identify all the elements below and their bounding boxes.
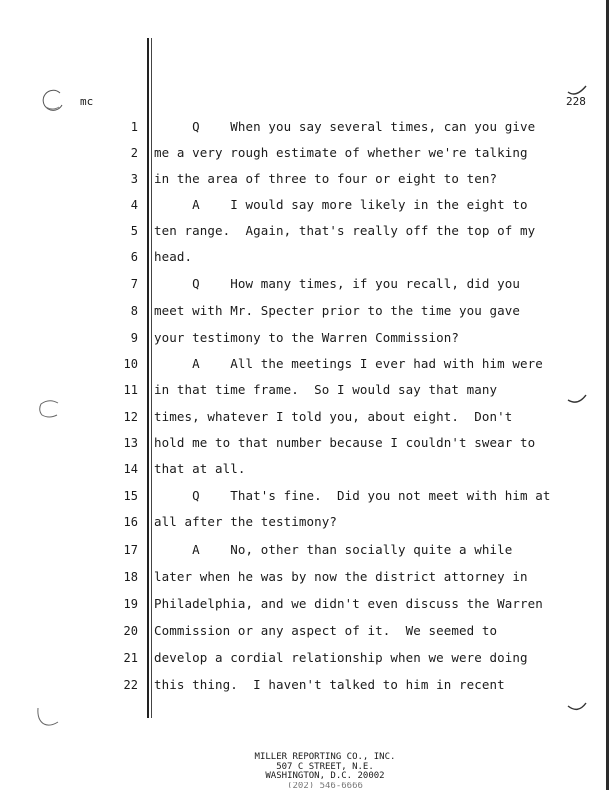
footer-street: 507 C STREET, N.E. xyxy=(276,761,374,772)
transcript-line: develop a cordial relationship when we were doing xyxy=(154,650,528,665)
line-number: 17 xyxy=(123,543,138,557)
binder-hole-middle xyxy=(36,398,64,420)
transcript-line: times, whatever I told you, about eight. Don't xyxy=(154,409,513,424)
transcript-line: later when he was by now the district attorney in xyxy=(154,569,528,584)
transcript-line: Q How many times, if you recall, did you xyxy=(154,276,521,291)
footer-phone: (202) 546-6666 xyxy=(287,781,363,788)
footer-company: MILLER REPORTING CO., INC. xyxy=(254,752,396,762)
transcript-line: this thing. I haven't talked to him in recent xyxy=(154,677,505,692)
transcript-line: ten range. Again, that's really off the top of my xyxy=(154,223,536,238)
transcript-line: your testimony to the Warren Commission? xyxy=(154,330,460,345)
transcript-line: Commission or any aspect of it. We seemed to xyxy=(154,623,498,638)
line-number: 14 xyxy=(123,462,138,476)
reporter-initials: mc xyxy=(80,95,94,108)
line-number: 6 xyxy=(130,250,138,264)
line-number: 3 xyxy=(130,172,138,186)
transcript-line: Q When you say several times, can you give xyxy=(154,119,536,134)
line-number: 1 xyxy=(130,120,138,134)
transcript-line: Q That's fine. Did you not meet with him at xyxy=(154,488,551,503)
line-number: 4 xyxy=(130,198,138,212)
page-number: 228 xyxy=(566,95,586,108)
transcript-line: me a very rough estimate of whether we're talking xyxy=(154,145,528,160)
page-edge-border xyxy=(606,0,609,790)
page-mark-right-bottom xyxy=(566,700,590,716)
line-number: 22 xyxy=(123,678,138,692)
binder-hole-bottom xyxy=(34,706,62,728)
footer-city: WASHINGTON, D.C. 20002 xyxy=(265,771,385,781)
line-number: 16 xyxy=(123,515,138,529)
transcript-line: hold me to that number because I couldn't swear to xyxy=(154,435,536,450)
page-mark-right-middle xyxy=(566,392,590,408)
left-margin-rule-inner xyxy=(151,38,152,718)
line-number: 19 xyxy=(123,597,138,611)
transcript-line: in the area of three to four or eight to ten? xyxy=(154,171,498,186)
transcript-line: all after the testimony? xyxy=(154,514,338,529)
line-number: 7 xyxy=(130,277,138,291)
line-number: 18 xyxy=(123,570,138,584)
line-number: 12 xyxy=(123,410,138,424)
left-margin-rule xyxy=(147,38,149,718)
line-number: 21 xyxy=(123,651,138,665)
transcript-line: A All the meetings I ever had with him were xyxy=(154,356,543,371)
line-number: 20 xyxy=(123,624,138,638)
line-number: 13 xyxy=(123,436,138,450)
transcript-line: that at all. xyxy=(154,461,246,476)
transcript-line: A I would say more likely in the eight to xyxy=(154,197,528,212)
line-number: 2 xyxy=(130,146,138,160)
transcript-line: head. xyxy=(154,249,193,264)
transcript-line: Philadelphia, and we didn't even discuss the Warren xyxy=(154,596,543,611)
binder-hole-top xyxy=(40,88,66,114)
line-number: 11 xyxy=(123,383,138,397)
line-number: 9 xyxy=(130,331,138,345)
line-number: 15 xyxy=(123,489,138,503)
reporter-footer xyxy=(220,753,430,788)
transcript-line: in that time frame. So I would say that many xyxy=(154,382,498,397)
transcript-line: A No, other than socially quite a while xyxy=(154,542,513,557)
line-number: 8 xyxy=(130,304,138,318)
line-number: 10 xyxy=(123,357,138,371)
transcript-line: meet with Mr. Specter prior to the time you gave xyxy=(154,303,521,318)
line-number: 5 xyxy=(130,224,138,238)
